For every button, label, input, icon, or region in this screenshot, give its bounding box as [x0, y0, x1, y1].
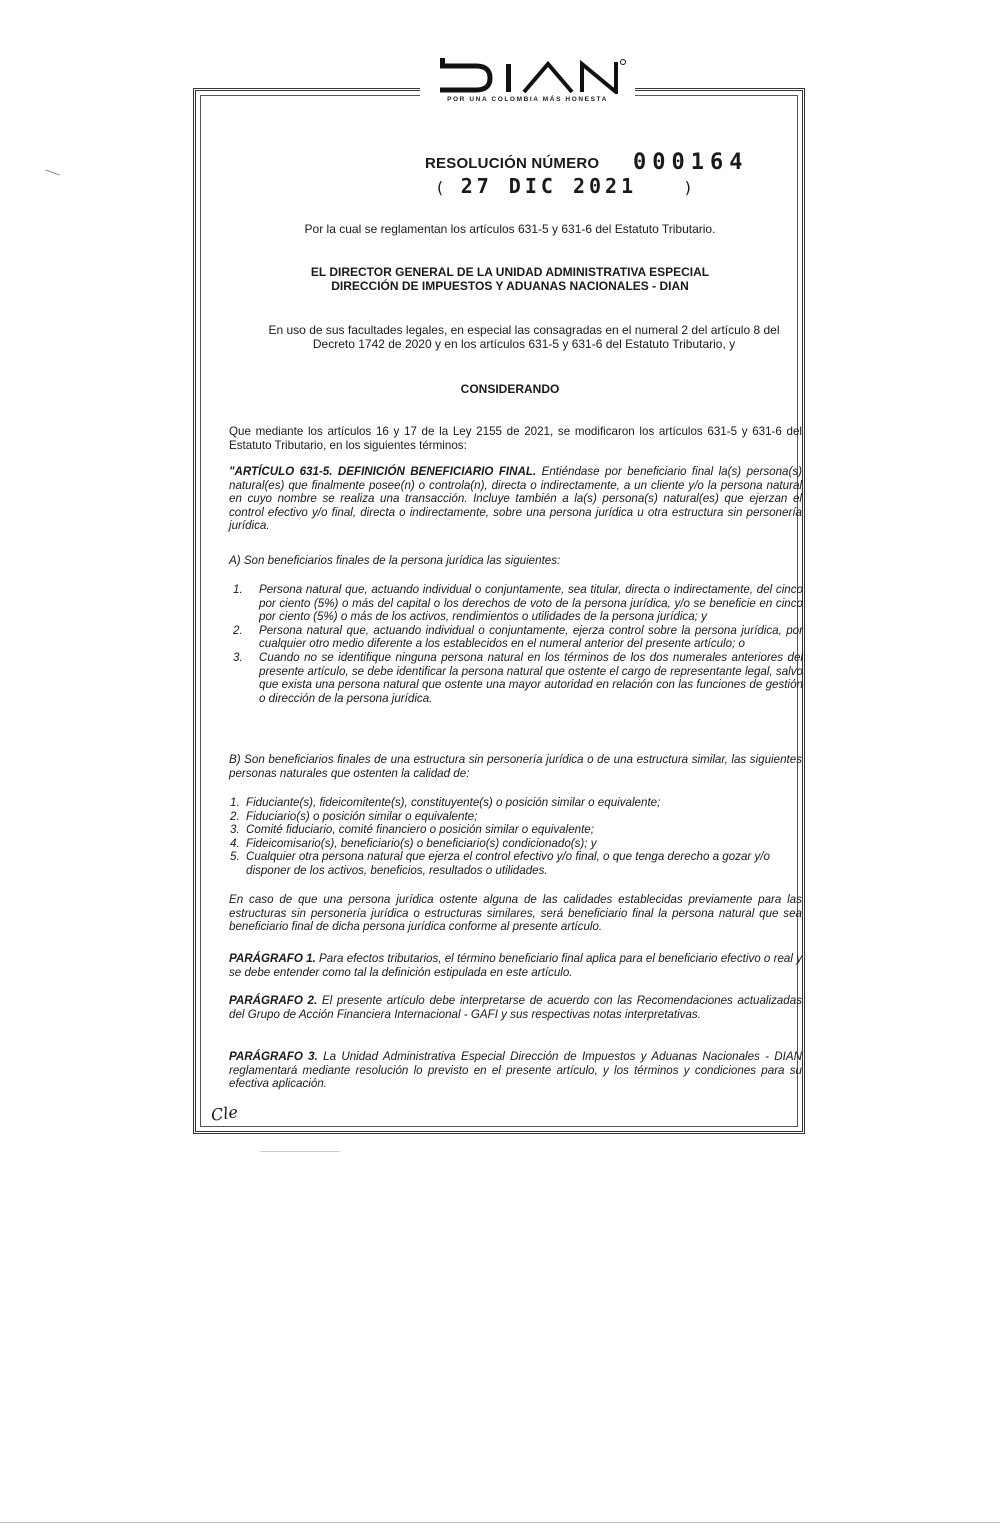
section-b-list [230, 796, 803, 878]
dian-logo [420, 52, 635, 114]
list-item: 2. Fiduciario(s) o posición similar o equivalente; [230, 809, 478, 823]
intro-paragraph: Que mediante los artículos 16 y 17 de la Ley 2155 de 2021, se modificaron los artículos 631-5 y 631-6 del Estatuto Tributario, en los siguientes términos: [229, 425, 802, 452]
list-item: 2. Persona natural que, actuando individual o conjuntamente, ejerza control sobre la persona jurídica, por cualquier otro medio diferente a los establecidos en el numeral anterior del presente artículo; o [233, 623, 803, 651]
list-item: 3. Cuando no se identifique ninguna persona natural en los términos de los dos numerales anteriores del presente artículo, se debe identificar la persona natural que ostente el cargo de representante legal, salvo que exista una persona natural que ostente una mayor autoridad en relación con las funciones de gestión o dirección de la persona jurídica. [233, 650, 803, 705]
scan-mark [260, 1151, 340, 1152]
section-a-list [233, 583, 803, 705]
paragrafo-3: PARÁGRAFO 3. La Unidad Administrativa Especial Dirección de Impuestos y Aduanas Nacionales - DIAN reglamentará mediante resolución lo previsto en el presente artículo, y los términos y condiciones para su efectiva aplicación. [229, 1050, 802, 1091]
article-heading: "ARTÍCULO 631-5. DEFINICIÓN BENEFICIARIO FINAL. [229, 465, 537, 478]
list-item: 1. Fiduciante(s), fideicomitente(s), constituyente(s) o posición similar o equivalente; [230, 796, 661, 809]
considerando-heading: CONSIDERANDO [460, 382, 560, 396]
subtitle: Por la cual se reglamentan los artículos 631-5 y 631-6 del Estatuto Tributario. [304, 222, 716, 236]
list-item: 1. Persona natural que, actuando individual o conjuntamente, sea titular, directa o indirectamente, del cinco por ciento (5%) o más del capital o los derechos de voto de la persona jurídica, y/o se beneficie en cinco por ciento (5%) o más de los activos, rendimientos o utilidades de la persona jurídica; y [233, 583, 803, 624]
section-a-title: A) Son beneficiarios finales de la persona jurídica las siguientes: [229, 554, 561, 567]
caso-paragraph: En caso de que una persona jurídica ostente alguna de las calidades establecidas previamente para las estructuras sin personería jurídica o estructuras similares, será beneficiario final la persona natural que sea beneficiario final de dicha persona jurídica conforme al presente artículo. [229, 893, 802, 934]
section-b-title: B) Son beneficiarios finales de una estructura sin personería jurídica o de una estructura similar, las siguientes personas naturales que ostenten la calidad de: [229, 753, 802, 780]
article-text: Entiéndase por beneficiario final la(s) persona(s) natural(es) que finalmente posee(n) o controla(n), directa o indirectamente, a un cliente y/o la persona natural en cuyo nombre se realiza una transacción. Incluye también a la(s) persona(s) natural(es) que ejerzan el control efectivo y/o final, directa o indirectamente, sobre una persona jurídica u otra estructura sin personería jurídica. [229, 465, 802, 533]
resolution-date: ( 27 DIC 2021 ) [435, 174, 693, 198]
facultades-paragraph: En uso de sus facultades legales, en especial las consagradas en el numeral 2 del artículo 8 del Decreto 1742 de 2020 y en los artículos 631-5 y 631-6 del Estatuto Tributario, y [268, 323, 780, 351]
list-item: 4. Fideicomisario(s), beneficiario(s) o beneficiario(s) condicionado(s); y [230, 836, 597, 850]
paragrafo-1: PARÁGRAFO 1. Para efectos tributarios, el término beneficiario final aplica para el beneficiario efectivo o real y se debe entender como tal la definición estipulada en este artículo. [229, 952, 802, 979]
list-item: 3. Comité fiduciario, comité financiero o posición similar o equivalente; [230, 823, 594, 837]
resolution-label: RESOLUCIÓN NÚMERO [425, 155, 600, 172]
article-paragraph [229, 465, 802, 533]
director-line-1: EL DIRECTOR GENERAL DE LA UNIDAD ADMINISTRATIVA ESPECIAL [310, 265, 710, 279]
handwritten-initials: Cle [209, 1102, 240, 1125]
scan-mark [45, 169, 59, 175]
director-line-2: DIRECCIÓN DE IMPUESTOS Y ADUANAS NACIONALES - DIAN [331, 279, 689, 293]
director-heading [220, 265, 800, 293]
logo-tagline: POR UNA COLOMBIA MÁS HONESTA [447, 96, 608, 103]
resolution-date-value: 27 DIC 2021 [460, 174, 638, 198]
paragrafo-2: PARÁGRAFO 2. El presente artículo debe interpretarse de acuerdo con las Recomendaciones actualizadas del Grupo de Acción Financiera Internacional - GAFI y sus respectivas notas interpretativas. [229, 994, 802, 1021]
resolution-number: 000164 [633, 150, 749, 175]
scan-edge-line [0, 1522, 1000, 1523]
list-item: 5. Cualquier otra persona natural que ejerza el control efectivo y/o final, o que tenga derecho a gozar y/o disponer de los activos, beneficios, resultados o utilidades. [230, 850, 770, 877]
dian-logo-icon [428, 56, 628, 94]
